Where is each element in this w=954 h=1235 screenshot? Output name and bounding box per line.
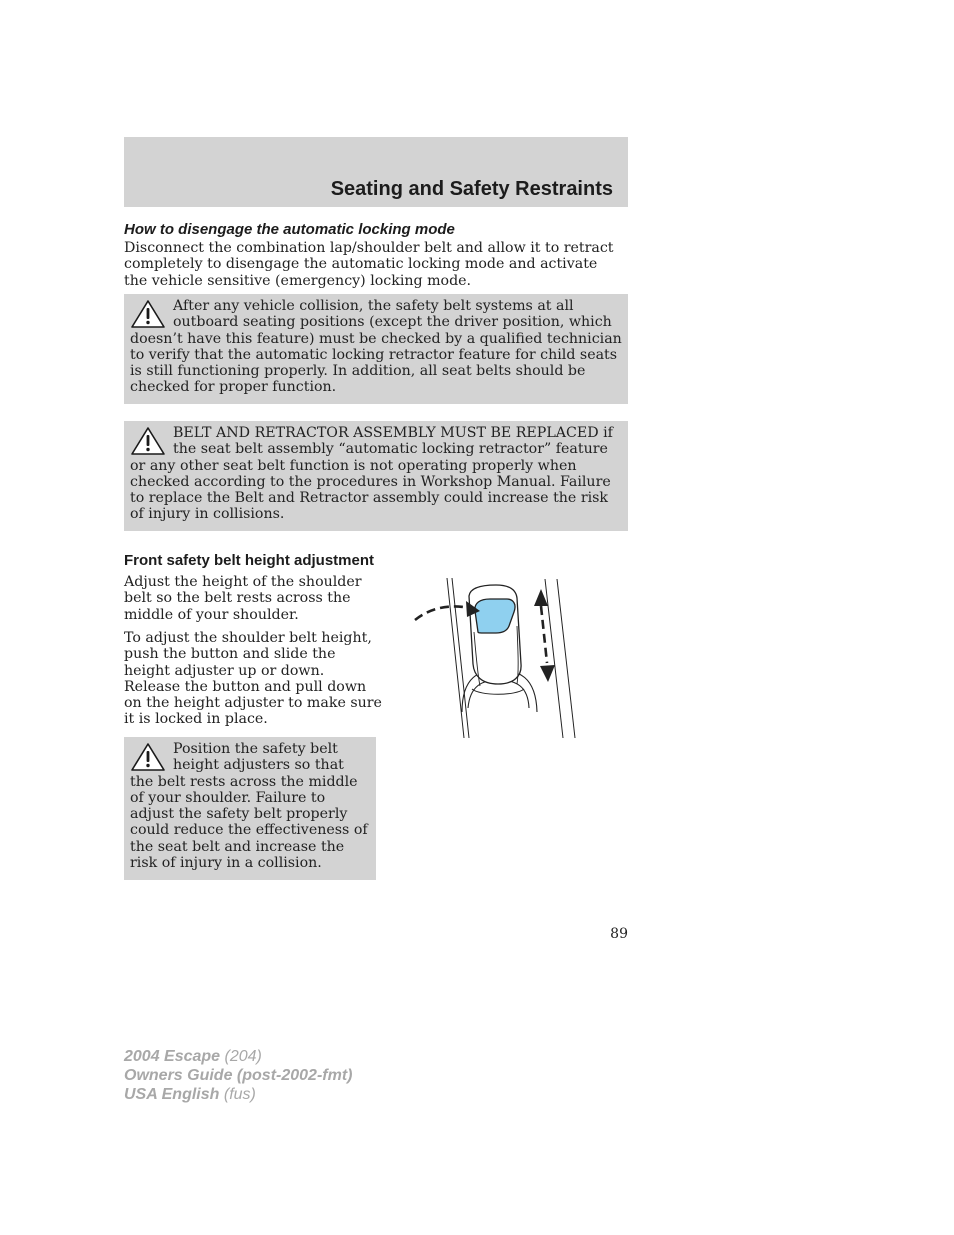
disengage-body: Disconnect the combination lap/shoulder belt and allow it to retract completely to disengage the automatic locking mode and activate the vehicle sensitive (emergency) locking mode. — [124, 240, 614, 289]
footer-guide: Owners Guide (post-2002-fmt) — [124, 1067, 353, 1084]
footer-line-guide — [124, 1066, 352, 1085]
height-adjust-para-2: To adjust the shoulder belt height, push the button and slide the height adjuster up or down. Release the button and pull down on the height adjuster to make sure it is locked in place. — [124, 630, 382, 728]
belt-height-adjuster-illustration — [410, 576, 585, 740]
warning-triangle-icon — [130, 742, 168, 772]
warning-text-replace-assembly: BELT AND RETRACTOR ASSEMBLY MUST BE REPLACED if the seat belt assembly “automatic locking retractor” feature or any other seat belt function is not operating properly when checked according to the procedures in Workshop Manual. Failure to replace the Belt and Retractor assembly could increase the risk of injury in collisions. — [130, 425, 613, 523]
footer-language: USA English — [124, 1086, 220, 1103]
footer-line-model — [124, 1047, 352, 1066]
warning-triangle-icon — [130, 299, 168, 329]
section-title: Seating and Safety Restraints — [330, 178, 613, 200]
footer-language-code: (fus) — [223, 1086, 256, 1103]
warning-box-replace-assembly — [124, 421, 628, 531]
footer-line-language — [124, 1085, 352, 1104]
height-adjust-heading: Front safety belt height adjustment — [124, 552, 375, 569]
warning-triangle-icon — [130, 426, 168, 456]
footer-model-code: (204) — [224, 1048, 262, 1065]
page-number: 89 — [610, 926, 628, 942]
warning-box-height-adjust — [124, 737, 376, 880]
warning-box-collision — [124, 294, 628, 404]
disengage-heading: How to disengage the automatic locking mode — [124, 221, 455, 238]
warning-text-height-adjust: Position the safety belt height adjusters so that the belt rests across the middle of your shoulder. Failure to adjust the safety belt properly could reduce the effectiveness of the seat belt and increase the risk of injury in a collision. — [130, 741, 368, 872]
section-header-band — [124, 137, 628, 207]
footer-model: 2004 Escape — [124, 1048, 221, 1065]
height-adjust-para-1: Adjust the height of the shoulder belt so the belt rests across the middle of your shoulder. — [124, 574, 362, 623]
warning-text-collision: After any vehicle collision, the safety belt systems at all outboard seating positions (except the driver position, which doesn’t have this feature) must be checked by a qualified technician to verify that the automatic locking retractor feature for child seats is still functioning properly. In addition, all seat belts should be checked for proper function. — [130, 298, 622, 396]
document-footer — [124, 1047, 352, 1104]
